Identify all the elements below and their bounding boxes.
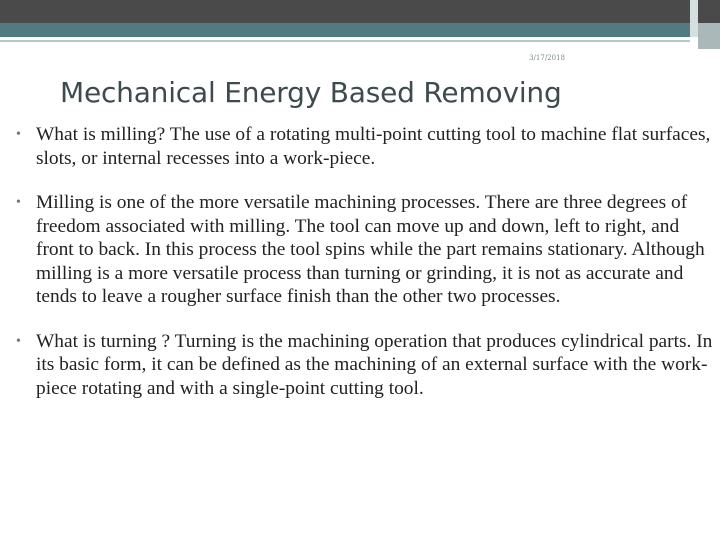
bullet-list — [14, 123, 714, 421]
bullet-icon: • — [16, 127, 21, 142]
header-corner-divider — [690, 0, 698, 37]
bullet-icon: • — [16, 195, 21, 210]
header-corner-block — [698, 0, 720, 23]
header-rule — [0, 40, 690, 42]
header-corner-accent — [698, 23, 720, 49]
bullet-item-turning-definition — [14, 330, 714, 401]
bullet-text: What is turning ? Turning is the machining operation that produces cylindrical parts. In its basic form, it can be defined as the machining of an external surface with the work-piece rotating and with a single-point cutting tool. — [36, 330, 713, 399]
slide-title: Mechanical Energy Based Removing — [60, 76, 562, 109]
bullet-text: Milling is one of the more versatile machining processes. There are three degrees of freedom associated with milling. The tool can move up and down, left to right, and front to back. In this process the tool spins while the part remains stationary. Although milling is a more versatile process than turning or grinding, it is not as accurate and tends to leave a rougher surface finish than the other two processes. — [36, 192, 705, 307]
header-band-dark — [0, 0, 690, 23]
header-band-teal — [0, 23, 690, 37]
bullet-item-milling-details — [14, 191, 714, 309]
slide-date: 3/17/2018 — [529, 54, 565, 62]
bullet-icon: • — [16, 333, 21, 349]
bullet-item-milling-definition — [14, 123, 714, 170]
bullet-text: What is milling? The use of a rotating multi-point cutting tool to machine flat surfaces, slots, or internal recesses into a work-piece. — [36, 124, 711, 169]
